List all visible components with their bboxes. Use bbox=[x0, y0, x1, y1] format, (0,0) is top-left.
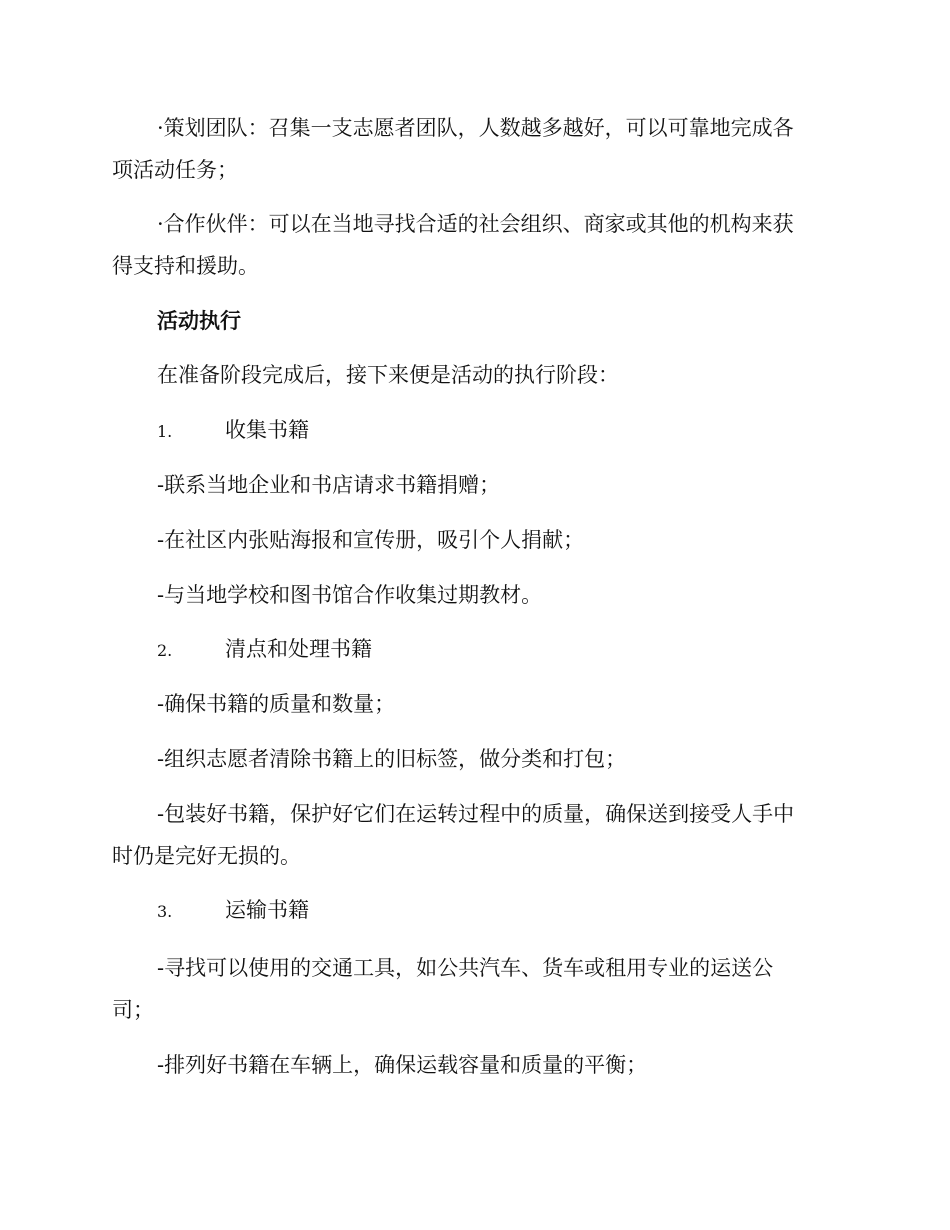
list-number-item bbox=[157, 893, 757, 929]
list-item-continuation: 时仍是完好无损的。 bbox=[112, 844, 301, 868]
list-item: -与当地学校和图书馆合作收集过期教材。 bbox=[157, 583, 543, 607]
team-paragraph-line-1: ·策划团队：召集一支志愿者团队，人数越多越好，可以可靠地完成各 bbox=[157, 116, 794, 140]
list-item: -在社区内张贴海报和宣传册，吸引个人捐献； bbox=[157, 528, 585, 552]
list-number-item bbox=[157, 413, 757, 449]
list-item-title: 清点和处理书籍 bbox=[225, 637, 372, 661]
list-item-continuation: 司； bbox=[112, 998, 154, 1022]
list-item-title: 收集书籍 bbox=[225, 418, 309, 442]
list-item: -排列好书籍在车辆上，确保运载容量和质量的平衡； bbox=[157, 1053, 648, 1077]
section-heading: 活动执行 bbox=[157, 308, 241, 333]
list-item: -组织志愿者清除书籍上的旧标签，做分类和打包； bbox=[157, 747, 627, 771]
list-number: 3. bbox=[157, 902, 173, 921]
list-item: -寻找可以使用的交通工具，如公共汽车、货车或租用专业的运送公 bbox=[157, 956, 774, 980]
list-number-item bbox=[157, 632, 757, 668]
list-item: -确保书籍的质量和数量； bbox=[157, 692, 396, 716]
intro-paragraph: 在准备阶段完成后，接下来便是活动的执行阶段： bbox=[157, 363, 619, 387]
team-paragraph-line-2: 项活动任务； bbox=[112, 158, 238, 182]
list-number: 2. bbox=[157, 641, 173, 660]
partner-paragraph-line-1: ·合作伙伴：可以在当地寻找合适的社会组织、商家或其他的机构来获 bbox=[157, 212, 794, 236]
list-item: -包装好书籍，保护好它们在运转过程中的质量，确保送到接受人手中 bbox=[157, 802, 795, 826]
list-item-title: 运输书籍 bbox=[225, 898, 309, 922]
partner-paragraph-line-2: 得支持和援助。 bbox=[112, 254, 259, 278]
list-item: -联系当地企业和书店请求书籍捐赠； bbox=[157, 473, 501, 497]
list-number: 1. bbox=[157, 422, 173, 441]
